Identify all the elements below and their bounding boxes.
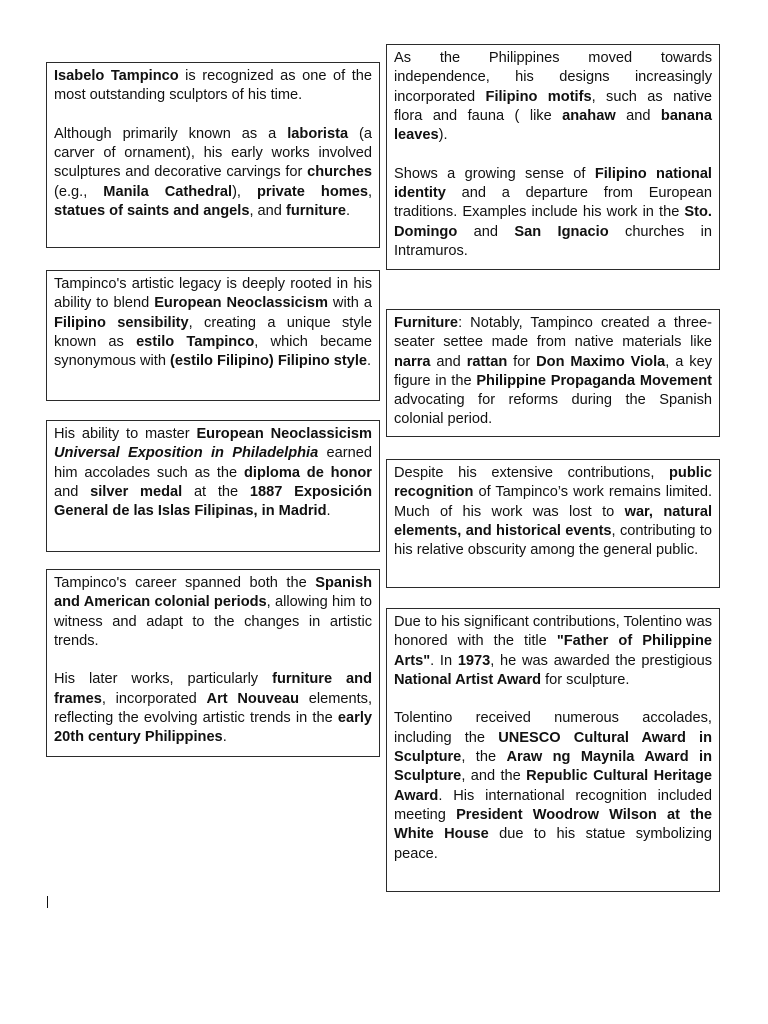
- paragraph: [54, 425, 372, 521]
- text-run: and: [615, 107, 661, 124]
- text-run: ,: [367, 183, 373, 200]
- paragraph: [54, 67, 372, 106]
- text-run: , which became synonymous with: [54, 333, 372, 370]
- bold-text-run: narra: [394, 353, 431, 370]
- bold-text-run: public recognition: [394, 465, 712, 501]
- text-run: .: [345, 203, 351, 220]
- text-run: and: [54, 483, 91, 500]
- text-cursor: [47, 896, 48, 908]
- text-run: ),: [232, 183, 258, 200]
- text-run: due to his statue symbolizing peace.: [394, 826, 713, 862]
- text-run: . In: [430, 652, 458, 669]
- text-run: with a: [327, 295, 372, 312]
- text-run: Tampinco's career spanned both the: [54, 575, 316, 591]
- bold-text-run: Filipino sensibility: [54, 314, 189, 331]
- paragraph: [394, 613, 712, 690]
- bold-text-run: President Woodrow Wilson at the White House: [394, 806, 712, 843]
- box-text: [54, 67, 372, 221]
- box-text: [394, 314, 712, 430]
- bold-text-run: Don Maximo Viola: [536, 353, 666, 370]
- bold-text-run: silver medal: [90, 483, 183, 500]
- text-run: , incorporated: [101, 690, 207, 707]
- text-run: , and: [249, 203, 286, 220]
- text-run: , contributing to his relative obscurity among the general public.: [394, 522, 712, 559]
- text-run: , allowing him to witness and adapt to the changes in artistic trends.: [54, 594, 373, 649]
- bold-text-run: laborista: [287, 125, 349, 142]
- bold-text-run: estilo Tampinco: [136, 333, 255, 350]
- text-run: (a carver of ornament), his early works involved sculptures and decorative carvings for: [54, 125, 373, 181]
- note-box-career-periods: [46, 569, 380, 757]
- text-run: elements, reflecting the evolving artistic trends in the: [54, 690, 373, 727]
- bold-text-run: Universal Exposition in Philadelphia: [54, 445, 319, 462]
- text-run: , and the: [461, 768, 527, 785]
- text-run: advocating for reforms during the Spanish colonial period.: [394, 392, 712, 428]
- text-run: Shows a growing sense of: [394, 165, 595, 182]
- bold-text-run: UNESCO Cultural Award in Sculpture: [394, 729, 712, 766]
- note-box-tampinco-intro: [46, 62, 380, 248]
- note-box-artistic-legacy: [46, 270, 380, 401]
- text-run: ).: [438, 127, 448, 144]
- bold-text-run: statues of saints and angels: [54, 203, 250, 220]
- text-run: for sculpture.: [541, 671, 630, 688]
- text-run: .: [326, 503, 331, 520]
- bold-text-run: Filipino motifs: [485, 88, 592, 105]
- bold-text-run: 1973: [457, 652, 491, 669]
- bold-text-run: Araw ng Maynila Award in Sculpture: [394, 749, 712, 785]
- text-run: , creating a unique style known as: [54, 314, 373, 350]
- text-run: , a key figure in the: [394, 353, 712, 389]
- text-run: is recognized as one of the most outstanding sculptors of his time.: [54, 68, 372, 104]
- bold-text-run: diploma de honor: [243, 464, 372, 481]
- paragraph: [394, 464, 712, 560]
- bold-text-run: churches: [307, 164, 372, 181]
- paragraph: [394, 165, 712, 261]
- paragraph: [394, 709, 712, 863]
- paragraph: [394, 314, 712, 430]
- text-run: His ability to master: [54, 426, 197, 442]
- paragraph: [54, 125, 372, 221]
- bold-text-run: European Neoclassicism: [154, 295, 328, 312]
- text-run: Although primarily known as a: [54, 125, 288, 142]
- text-run: earned him accolades such as the: [54, 445, 372, 481]
- bold-text-run: Spanish and American colonial periods: [54, 575, 372, 611]
- note-box-public-recognition: [386, 459, 720, 588]
- bold-text-run: Filipino national identity: [394, 165, 712, 202]
- text-run: As the Philippines moved towards independence, his designs increasingly incorporated: [394, 50, 712, 105]
- text-run: (e.g.,: [54, 183, 104, 200]
- box-text: [394, 613, 712, 864]
- bold-text-run: Isabelo Tampinco: [54, 68, 179, 84]
- bold-text-run: European Neoclassicism: [196, 426, 372, 442]
- text-run: and: [457, 223, 515, 240]
- note-box-awards: [386, 608, 720, 892]
- text-run: , he was awarded the prestigious: [490, 652, 712, 669]
- text-run: and: [430, 353, 467, 370]
- text-run: , such as native flora and fauna ( like: [394, 88, 713, 124]
- text-run: for: [507, 353, 537, 370]
- text-run: .: [222, 729, 227, 746]
- text-run: Tampinco's artistic legacy is deeply rooted in his ability to blend: [54, 276, 372, 312]
- text-run: .: [367, 353, 372, 370]
- bold-text-run: (estilo Filipino) Filipino style: [170, 353, 368, 370]
- bold-text-run: Furniture: [394, 315, 459, 331]
- bold-text-run: Sto. Domingo: [394, 204, 712, 240]
- bold-text-run: furniture: [285, 203, 346, 220]
- paragraph: [54, 275, 372, 371]
- note-box-furniture: [386, 309, 720, 437]
- bold-text-run: "Father of Philippine Arts": [394, 633, 712, 669]
- bold-text-run: banana leaves: [394, 107, 712, 144]
- paragraph: [54, 670, 372, 747]
- text-run: Tolentino received numerous accolades, including the: [394, 710, 712, 746]
- bold-text-run: rattan: [466, 353, 508, 370]
- box-text: [54, 574, 372, 748]
- bold-text-run: Manila Cathedral: [103, 183, 233, 200]
- text-run: , the: [461, 749, 507, 766]
- text-run: and a departure from European traditions. Examples include his work in the: [394, 185, 712, 221]
- text-run: at the: [182, 483, 250, 500]
- bold-text-run: Republic Cultural Heritage Award: [394, 768, 712, 804]
- text-run: His later works, particularly: [54, 671, 273, 688]
- bold-text-run: San Ignacio: [514, 223, 609, 240]
- note-box-filipino-motifs: [386, 44, 720, 270]
- bold-text-run: Philippine Propaganda Movement: [476, 372, 712, 389]
- box-text: [394, 464, 712, 560]
- bold-text-run: Art Nouveau: [206, 690, 299, 707]
- bold-text-run: National Artist Award: [394, 671, 542, 688]
- bold-text-run: furniture and frames: [54, 671, 372, 707]
- bold-text-run: private homes: [257, 183, 368, 200]
- paragraph: [394, 49, 712, 145]
- bold-text-run: early 20th century Philippines: [54, 710, 372, 746]
- text-run: Despite his extensive contributions,: [394, 465, 670, 481]
- bold-text-run: anahaw: [562, 107, 616, 124]
- text-run: : Notably, Tampinco created a three-seater settee made from native materials like: [394, 315, 712, 351]
- text-run: of Tampinco’s work remains limited. Much of his work was lost to: [394, 484, 712, 520]
- box-text: [394, 49, 712, 261]
- text-run: churches in Intramuros.: [394, 223, 712, 259]
- text-run: Due to his significant contributions, Tolentino was honored with the title: [394, 614, 712, 650]
- box-text: [54, 275, 372, 371]
- bold-text-run: war, natural elements, and historical events: [394, 503, 712, 539]
- note-box-accolades: [46, 420, 380, 552]
- box-text: [54, 425, 372, 521]
- paragraph: [54, 574, 372, 651]
- text-run: . His international recognition included meeting: [394, 787, 712, 823]
- bold-text-run: 1887 Exposición General de las Islas Filipinas, in Madrid: [54, 483, 372, 520]
